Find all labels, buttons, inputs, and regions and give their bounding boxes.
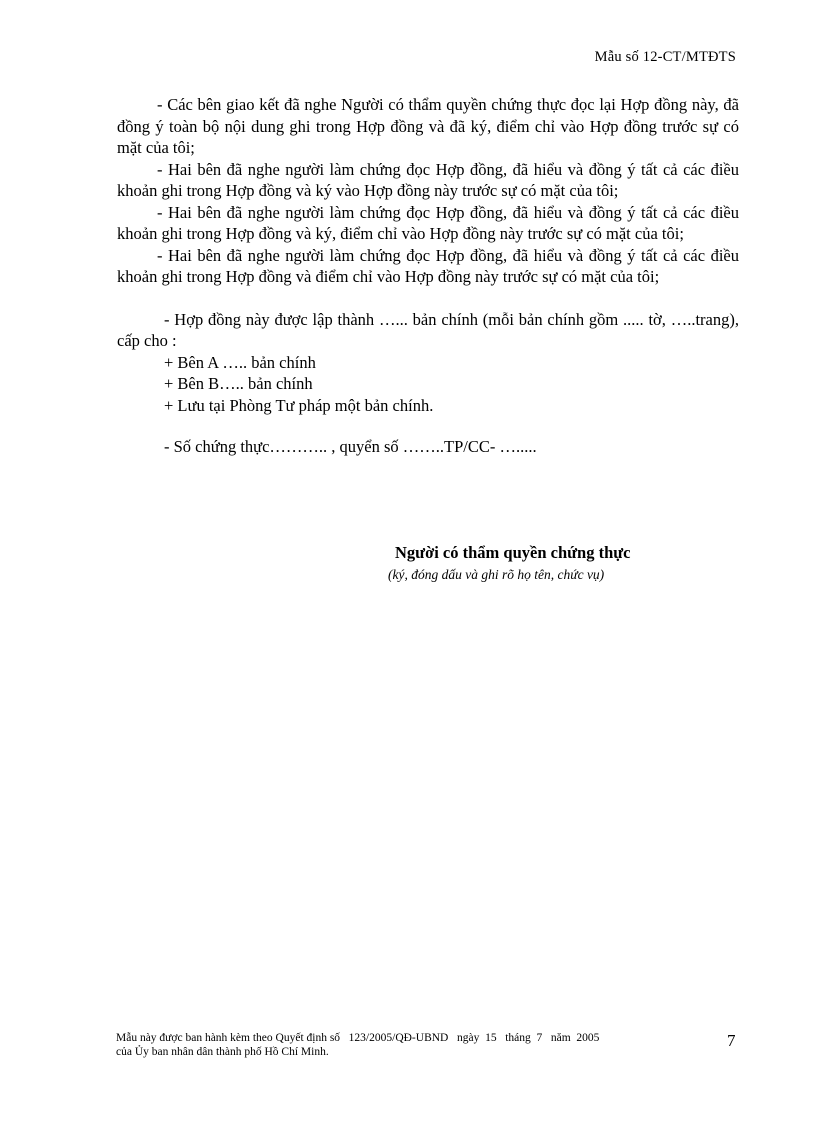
copies-statement: - Hợp đồng này được lập thành …... bản chính (mỗi bản chính gồm ..... tờ, …..trang), cấp cho : <box>117 309 739 350</box>
footer-note <box>116 1031 716 1059</box>
paragraph-witness-signed: - Hai bên đã nghe người làm chứng đọc Hợp đồng, đã hiểu và đồng ý tất cả các điều khoản ghi trong Hợp đồng và ký vào Hợp đồng này trước sự có mặt của tôi; <box>117 159 739 200</box>
certification-number: - Số chứng thực……….. , quyển số ……..TP/CC- …..... <box>164 437 537 456</box>
page-number: 7 <box>727 1031 736 1050</box>
paragraph-parties-read-by-certifier: - Các bên giao kết đã nghe Người có thẩm quyền chứng thực đọc lại Hợp đồng này, đã đồng ý toàn bộ nội dung ghi trong Hợp đồng và đã ký, điểm chỉ vào Hợp đồng trước sự có mặt của tôi; <box>117 95 739 157</box>
recipient-party-b: + Bên B….. bản chính <box>164 374 313 393</box>
document-body <box>117 94 739 458</box>
paragraph-witness-signed-fingerprinted: - Hai bên đã nghe người làm chứng đọc Hợp đồng, đã hiểu và đồng ý tất cả các điều khoản ghi trong Hợp đồng và ký, điểm chỉ vào Hợp đồng này trước sự có mặt của tôi; <box>117 202 739 243</box>
paragraph-witness-fingerprinted: - Hai bên đã nghe người làm chứng đọc Hợp đồng, đã hiểu và đồng ý tất cả các điều khoản ghi trong Hợp đồng và điểm chỉ vào Hợp đồng này trước sự có mặt của tôi; <box>117 245 739 286</box>
signature-note: (ký, đóng dấu và ghi rõ họ tên, chức vụ) <box>388 567 605 582</box>
footer-line-decision: Mẫu này được ban hành kèm theo Quyết định số 123/2005/QĐ-UBND ngày 15 tháng 7 năm 2005 <box>116 1032 600 1044</box>
signature-title: Người có thẩm quyền chứng thực <box>395 543 631 562</box>
recipient-justice-office: + Lưu tại Phòng Tư pháp một bản chính. <box>164 395 434 415</box>
form-code: Mẫu số 12-CT/MTĐTS <box>594 49 736 65</box>
footer-line-issuer: của Ủy ban nhân dân thành phố Hồ Chí Minh. <box>116 1046 329 1058</box>
recipient-party-a: + Bên A ….. bản chính <box>164 352 316 372</box>
